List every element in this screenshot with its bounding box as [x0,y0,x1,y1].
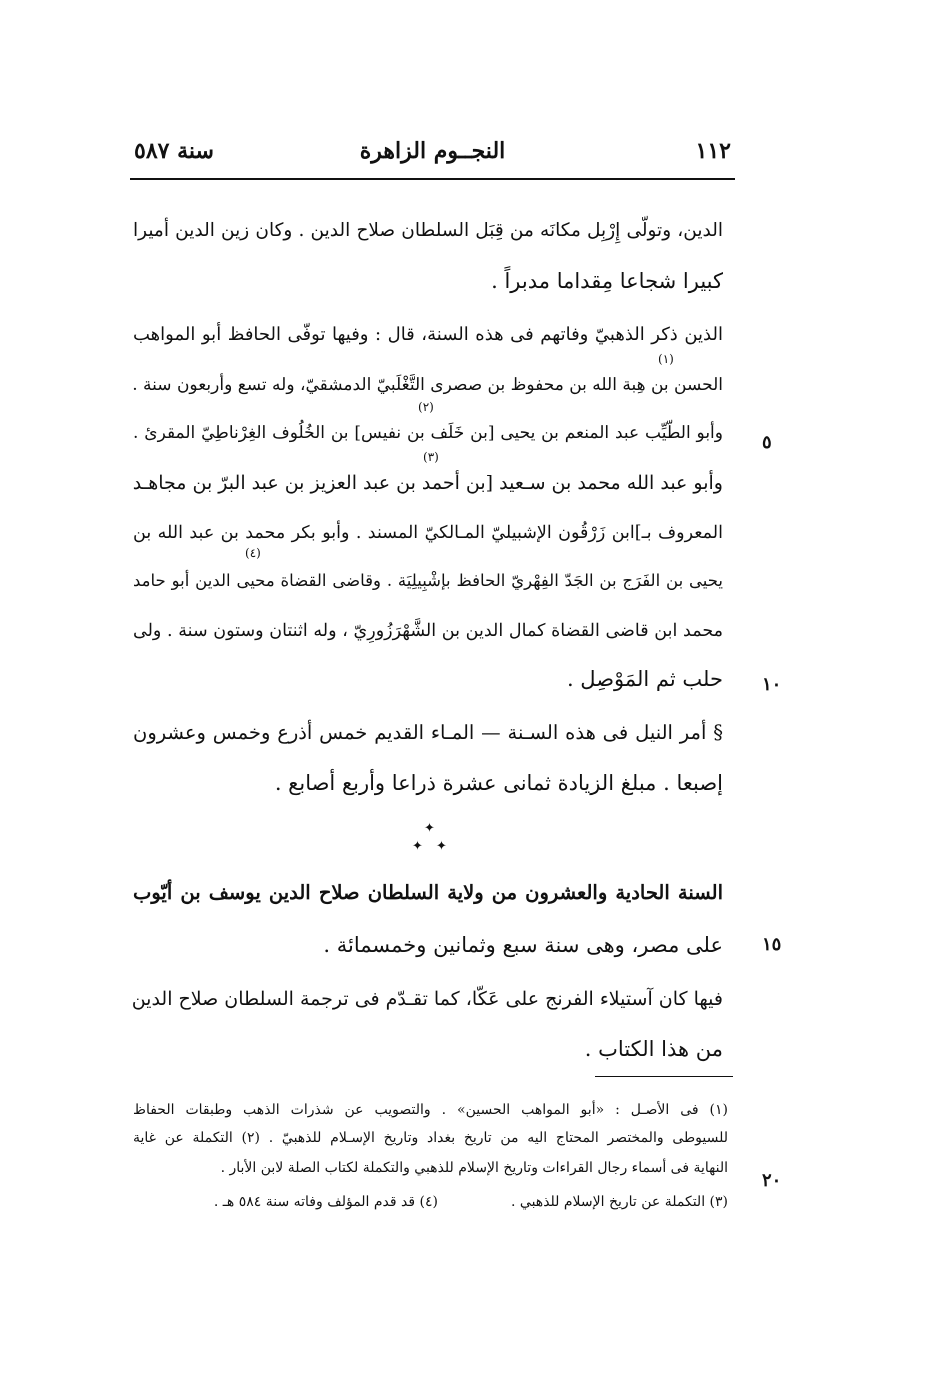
body-line: المعروف بـ]ابن زَرْقُون الإشبيليّ المـالكيّ المسند . وأبو بكر محمد بن عبد الله بن [133,523,723,543]
body-line: الدين، وتولّى إِرْبِل مكانَه من قِبَل السلطان صلاح الدين . وكان زين الدين أميرا [133,220,723,241]
section-heading: السنة الحادية والعشرون من ولاية السلطان صلاح الدين يوسف بن أيّوب [133,881,723,904]
body-line: كبيرا شجاعا مِقداما مدبراً . [491,269,723,293]
body-line: الذين ذكر الذهبيّ وفاتهم فى هذه السنة، قال : وفيها توفّى الحافظ أبو المواهب [133,324,723,345]
book-title: النجــوم الزاهرة [359,138,506,164]
footnote-4: (٤) قد قدم المؤلف وفاته سنة ٥٨٤ هـ . [213,1194,438,1210]
page-number: ١١٢ [695,138,731,164]
star-icon: ✦ [436,839,447,854]
footnote-marker: (٢) [418,400,434,414]
footnote-line [133,1192,728,1214]
star-icon: ✦ [424,821,435,836]
section-line: من هذا الكتاب . [584,1037,723,1061]
line-number: ١٠ [762,674,782,695]
body-line: محمد ابن قاضى القضاة كمال الدين بن الشَّهْرَزُورِيّ ، وله اثنتان وستون سنة . ولى [133,621,723,641]
footnote-marker: (٣) [423,450,439,464]
year-label: سنة ٥٨٧ [134,138,214,164]
section-line: على مصر، وهى سنة سبع وثمانين وخمسمائة . [323,933,723,957]
body-line: الحسن بن هِبة الله بن محفوظ بن صصرى التَّغْلَبيّ الدمشقيّ، وله تسع وأربعون سنة . [132,375,723,395]
footnote-3: (٣) التكملة عن تاريخ الإسلام للذهبي . [511,1194,728,1210]
footnote-line: (١) فى الأصـل : «أبو المواهب الحسين» . والتصويب عن شذرات الذهب وطبقات الحفاظ [133,1102,728,1118]
section-line: فيها كان آستيلاء الفرنج على عَكّا، كما تقـدّم فى ترجمة السلطان صلاح الدين [131,988,723,1010]
body-line: § أمر النيل فى هذه السـنة — المـاء القديم خمس أذرع وخمس وعشرون [133,721,723,744]
line-number: ٥ [762,432,772,453]
footnote-rule [595,1076,733,1077]
line-number: ٢٠ [762,1170,782,1191]
body-line: وأبو الطّيِّب عبد المنعم بن يحيى [بن خَلَف بن نفيس] بن الخُلُوف الغِرْناطِيّ المقرئ . [133,423,723,443]
body-line: إصبعا . مبلغ الزيادة ثمانى عشرة ذراعا وأربع أصابع . [274,771,723,795]
footnote-line: للسيوطى والمختصر المحتاج اليه من تاريخ بغداد وتاريخ الإسـلام للذهبيّ . (٢) التكملة عن غاية [133,1130,728,1146]
line-number: ١٥ [762,934,782,955]
footnote-line: النهاية فى أسماء رجال القراءات وتاريخ الإسلام للذهبي والتكملة لكتاب الصلة لابن الأبار . [220,1160,728,1176]
running-header [130,138,735,178]
star-icon: ✦ [412,839,423,854]
body-line: وأبو عبد الله محمد بن سـعيد [بن أحمد بن عبد العزيز بن عبد البرّ بن مجاهـد [132,472,723,494]
footnote-marker: (٤) [245,546,261,560]
body-line: يحيى بن الفَرَج بن الجَدّ الفِهْريّ الحافظ بإشْبِيلِيَة . وقاضى القضاة محيى الدين أبو حامد [133,571,723,590]
footnote-marker: (١) [658,352,674,366]
header-rule [130,178,735,180]
body-line: حلب ثم المَوْصِل . [566,667,723,691]
ornament-stars [408,818,452,858]
